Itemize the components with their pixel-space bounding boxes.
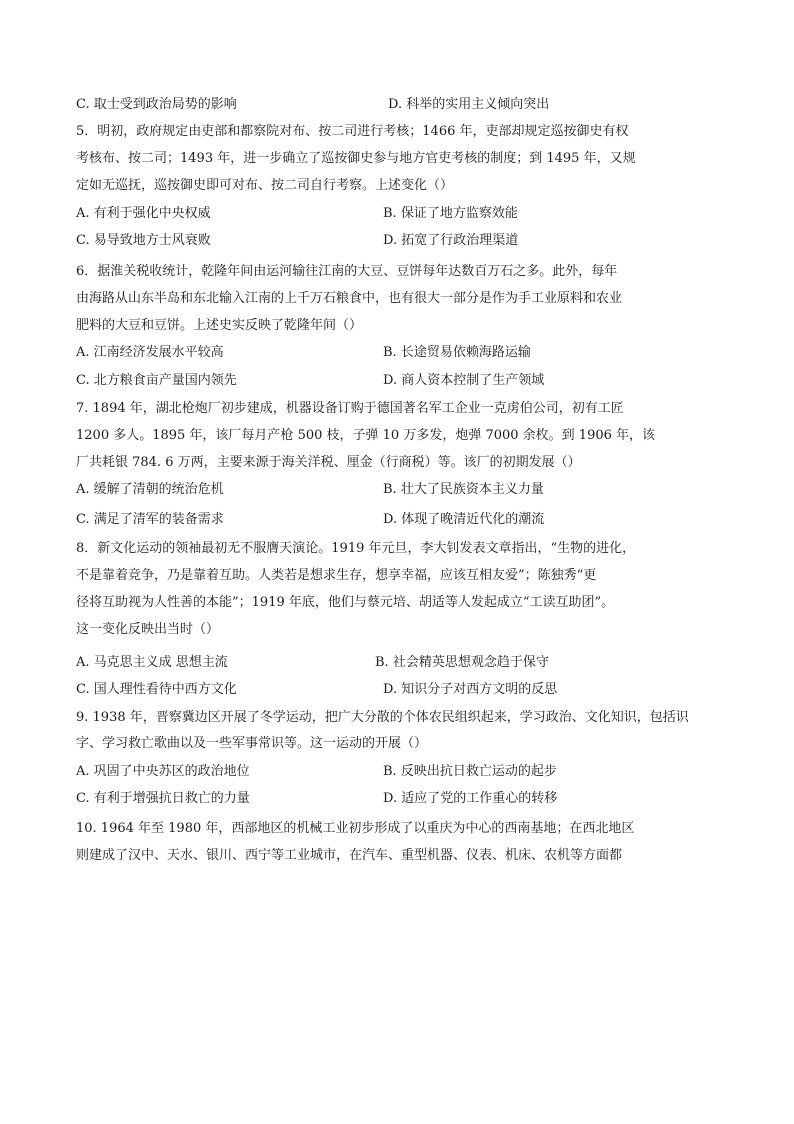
q9-option-c: C. 有利于增强抗日救亡的力量 — [76, 791, 250, 806]
q6-option-d: D. 商人资本控制了生产领域 — [383, 373, 545, 388]
q6-option-b: B. 长途贸易依赖海路运输 — [383, 345, 531, 360]
q5-stem-line-2: 考核布、按二司；1493 年，进一步确立了巡按御史参与地方官吏考核的制度；到 1495 年，又规 — [76, 151, 636, 166]
q6-stem-line-2: 由海路从山东半岛和东北输入江南的上千万石粮食中，也有很大一部分是作为手工业原料和农业 — [76, 291, 623, 306]
q7-option-d: D. 体现了晚清近代化的潮流 — [383, 512, 545, 527]
q4-option-d: D. 科举的实用主义倾向突出 — [388, 97, 550, 112]
q4-option-c: C. 取士受到政治局势的影响 — [76, 97, 237, 112]
q8-stem-line-2: 不是靠着竞争，乃是靠着互助。人类若是想求生存，想享幸福，应该互相友爱”；陈独秀“更 — [76, 568, 597, 583]
q9-option-d: D. 适应了党的工作重心的转移 — [383, 791, 558, 806]
q10-stem-line-1: 10. 1964 年至 1980 年，西部地区的机械工业初步形成了以重庆为中心的西南基地；在西北地区 — [76, 821, 635, 836]
q5-option-d: D. 拓宽了行政治理渠道 — [383, 233, 519, 248]
q8-option-d: D. 知识分子对西方文明的反思 — [383, 682, 558, 697]
q9-option-b: B. 反映出抗日救亡运动的起步 — [383, 764, 557, 779]
q6-stem-line-3: 肥料的大豆和豆饼。上述史实反映了乾隆年间（） — [76, 318, 363, 333]
q5-stem-line-3: 定如无巡抚，巡按御史即可对布、按二司自行考察。上述变化（） — [76, 178, 454, 193]
q8-option-b: B. 社会精英思想观念趋于保守 — [375, 655, 549, 670]
q7-option-b: B. 壮大了民族资本主义力量 — [383, 482, 544, 497]
q7-option-c: C. 满足了清军的装备需求 — [76, 512, 224, 527]
q7-stem-line-3: 厂共耗银 784. 6 万两，主要来源于海关洋税、厘金（行商税）等。该厂的初期发展（） — [76, 455, 581, 470]
q5-stem-line-1: 5．明初，政府规定由吏部和都察院对布、按二司进行考核；1466 年，吏部却规定巡按御史有权 — [76, 124, 629, 139]
q8-stem-line-4: 这一变化反映出当时（） — [76, 622, 220, 637]
q8-option-a: A. 马克思主义成 思想主流 — [76, 655, 228, 670]
q10-stem-line-2: 则建成了汉中、天水、银川、西宁等工业城市，在汽车、重型机器、仪表、机床、农机等方面都 — [76, 848, 623, 863]
q9-stem-line-2: 字、学习救亡歌曲以及一些军事常识等。这一运动的开展（） — [76, 736, 428, 751]
q7-stem-line-1: 7. 1894 年，湖北枪炮厂初步建成，机器设备订购于德国著名军工企业一克虏伯公司，初有工匠 — [76, 401, 624, 416]
q7-stem-line-2: 1200 多人。1895 年，该厂每月产枪 500 枝，子弹 10 万多发，炮弹 7000 余枚。到 1906 年，该 — [76, 428, 656, 443]
q8-option-c: C. 国人理性看待中西方文化 — [76, 682, 237, 697]
q7-option-a: A. 缓解了清朝的统治危机 — [76, 482, 224, 497]
q5-option-b: B. 保证了地方监察效能 — [383, 206, 518, 221]
q5-option-a: A. 有利于强化中央权威 — [76, 206, 211, 221]
q6-option-a: A. 江南经济发展水平较高 — [76, 345, 224, 360]
q6-stem-line-1: 6．据淮关税收统计，乾隆年间由运河输往江南的大豆、豆饼每年达数百万石之多。此外，每年 — [76, 264, 618, 279]
q8-stem-line-1: 8．新文化运动的领袖最初无不服膺天演论。1919 年元旦，李大钊发表文章指出，“生物的进化， — [76, 541, 636, 556]
q8-stem-line-3: 径将互助视为人性善的本能”；1919 年底，他们与蔡元培、胡适等人发起成立“工读互助团”。 — [76, 595, 615, 610]
q9-option-a: A. 巩固了中央苏区的政治地位 — [76, 764, 250, 779]
q5-option-c: C. 易导致地方士风衰败 — [76, 233, 211, 248]
q9-stem-line-1: 9. 1938 年，晋察冀边区开展了冬学运动，把广大分散的个体农民组织起来，学习政治、文化知识，包括识 — [76, 710, 689, 725]
q6-option-c: C. 北方粮食亩产量国内领先 — [76, 373, 237, 388]
